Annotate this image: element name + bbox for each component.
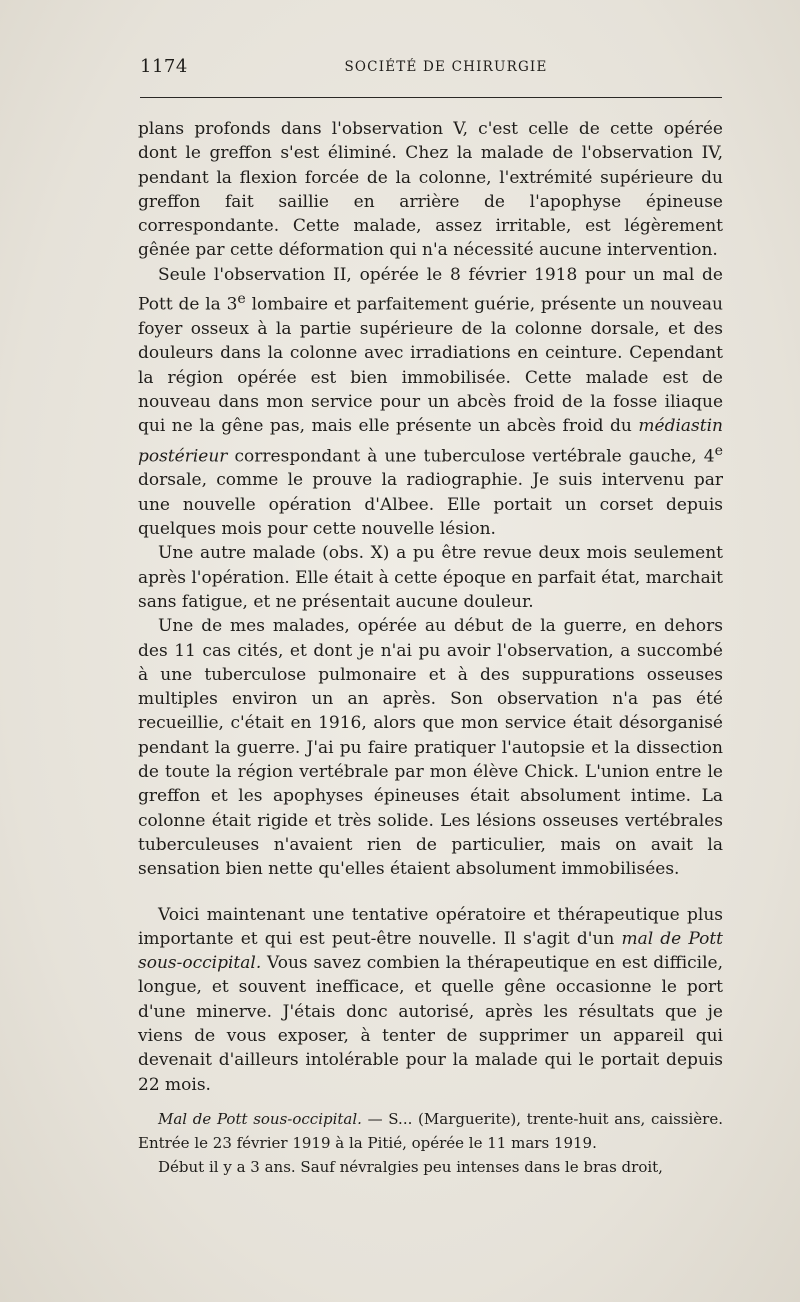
paragraph: plans profonds dans l'observation V, c'est celle de cette opérée dont le greffon s'est éliminé. Chez la malade de l'observation IV, pendant la flexion forcée de la colonne, l'extrémité supérieure du greffon fait saillie en arrière de l'apophyse épineuse correspondante. Cette malade, assez irritable, est légèrement gênée par cette déformation qui n'a nécessité aucune intervention. xyxy=(138,119,723,261)
italic-term: mal de Pott sous-occipital. xyxy=(138,928,723,974)
paragraph: Seule l'observation II, opérée le 8 février 1918 pour un mal de Pott de la 3e lombaire et parfaitement guérie, présente un nouveau foyer osseux à la partie supérieure de la colonne dorsale, et des douleurs dans la colonne avec irradiations en ceinture. Cependant la région opérée est bien immobilisée. Cette malade est de nouveau dans mon service pour un abcès froid de la fosse iliaque qui ne la gêne pas, mais elle présente un abcès froid du médiastin postérieur correspondant à une tuberculose vertébrale gauche, 4e dorsale, comme le prouve la radiographie. Je suis intervenu par une nouvelle opération d'Albee. Elle portait un corset depuis quelques mois pour cette nouvelle lésion. xyxy=(138,264,723,540)
italic-term: médiastin postérieur xyxy=(138,416,723,467)
page-header xyxy=(140,56,722,86)
note-paragraph: Début il y a 3 ans. Sauf névralgies peu intenses dans le bras droit, xyxy=(158,1158,663,1176)
page-number: 1174 xyxy=(140,56,188,77)
header-rule xyxy=(140,97,722,98)
note-paragraph: Mal de Pott sous-occipital. — S... (Marguerite), trente-huit ans, caissière. Entrée le 23 février 1919 à la Pitié, opérée le 11 mars 1919. xyxy=(138,1110,723,1152)
paragraph: Voici maintenant une tentative opératoire et thérapeutique plus importante et qui est peut-être nouvelle. Il s'agit d'un mal de Pott sous-occipital. Vous savez combien la thérapeutique en est difficile, longue, et souvent inefficace, et quelle gêne occasionne le port d'une minerve. J'étais donc autorisé, après les résultats que je viens de vous exposer, à tenter de supprimer un appareil qui devenait d'ailleurs intolérable pour la malade qui le portait depuis 22 mois. xyxy=(138,904,723,1095)
body-text xyxy=(138,117,723,1097)
paragraph: Une de mes malades, opérée au début de la guerre, en dehors des 11 cas cités, et dont je n'ai pu avoir l'observation, a succombé à une tuberculose pulmonaire et à des suppurations osseuses multiples environ un an après. Son observation n'a pas été recueillie, c'était en 1916, alors que mon service était désorganisé pendant la guerre. J'ai pu faire pratiquer l'autopsie et la dissection de toute la région vertébrale par mon élève Chick. L'union entre le greffon et les apophyses épineuses était absolument intime. La colonne était rigide et très solide. Les lésions osseuses vertébrales tuberculeuses n'avaient rien de particulier, mais on avait la sensation bien nette qu'elles étaient absolument immobilisées. xyxy=(138,616,723,880)
case-note xyxy=(138,1107,723,1179)
note-heading: Mal de Pott sous-occipital. xyxy=(158,1110,362,1128)
running-title: SOCIÉTÉ DE CHIRURGIE xyxy=(344,59,548,75)
paragraph: Une autre malade (obs. X) a pu être revue deux mois seulement après l'opération. Elle était à cette époque en parfait état, marchait sans fatigue, et ne présentait aucune douleur. xyxy=(138,543,723,612)
